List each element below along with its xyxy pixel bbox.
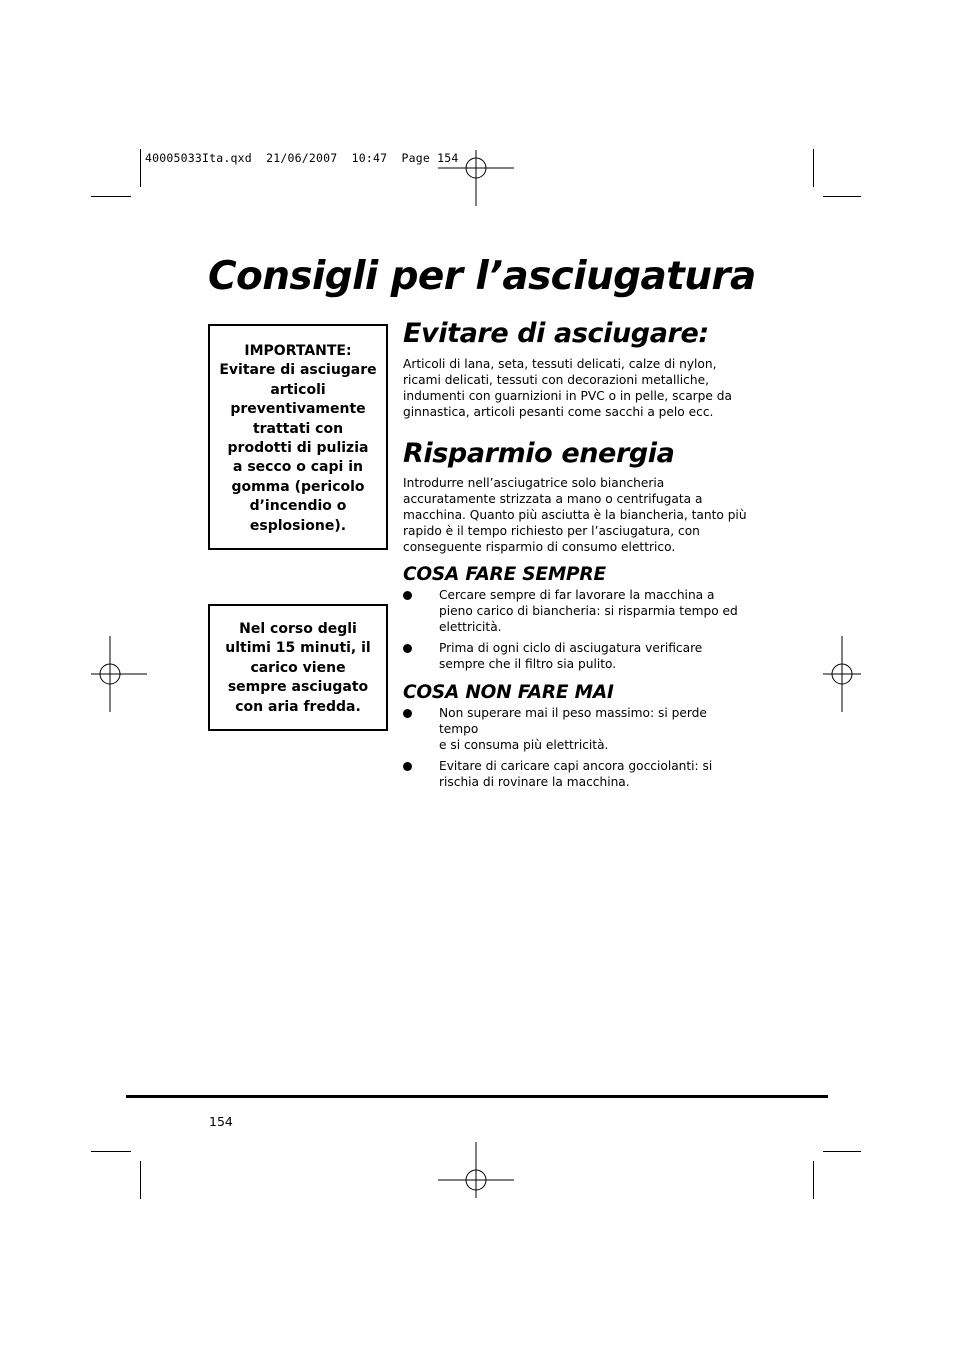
page-title: Consigli per l’asciugatura bbox=[208, 254, 756, 299]
bullet-icon bbox=[403, 762, 412, 771]
always-heading: COSA FARE SEMPRE bbox=[403, 564, 606, 585]
bullet-icon bbox=[403, 644, 412, 653]
energy-text-line: Introdurre nell’asciugatrice solo biancheria bbox=[403, 476, 665, 490]
list-item-line: rischia di rovinare la macchina. bbox=[439, 775, 630, 789]
avoid-text-line: Articoli di lana, seta, tessuti delicati, calze di nylon, bbox=[403, 357, 717, 371]
note-line: articoli bbox=[270, 381, 326, 398]
note-line: prodotti di pulizia bbox=[227, 440, 369, 457]
avoid-heading: Evitare di asciugare: bbox=[403, 318, 709, 349]
energy-section bbox=[403, 438, 748, 555]
avoid-text-line: ricami delicati, tessuti con decorazioni metalliche, bbox=[403, 373, 709, 387]
footer-rule bbox=[126, 1095, 828, 1098]
note-line: gomma (pericolo bbox=[231, 478, 365, 495]
note-line: d’incendio o bbox=[249, 498, 347, 515]
crop-mark bbox=[823, 1151, 861, 1152]
list-item bbox=[403, 758, 748, 790]
avoid-section bbox=[403, 318, 748, 420]
crop-mark bbox=[813, 1161, 814, 1199]
note-line: preventivamente bbox=[230, 401, 366, 418]
list-item-line: Prima di ogni ciclo di asciugatura verificare bbox=[439, 641, 703, 655]
important-note-box bbox=[208, 324, 388, 550]
crop-mark bbox=[140, 149, 141, 187]
registration-mark-icon bbox=[823, 636, 899, 712]
note-line: con aria fredda. bbox=[235, 698, 361, 715]
note-line: a secco o capi in bbox=[233, 459, 363, 476]
energy-text-line: conseguente risparmio di consumo elettrico. bbox=[403, 540, 676, 554]
registration-mark-icon bbox=[438, 1142, 514, 1218]
always-list bbox=[403, 587, 748, 672]
note-line: ultimi 15 minuti, il bbox=[225, 640, 371, 657]
list-item-line: pieno carico di biancheria: si risparmia tempo ed bbox=[439, 604, 738, 618]
bullet-icon bbox=[403, 709, 412, 718]
crop-mark bbox=[813, 149, 814, 187]
energy-text-line: accuratamente strizzata a mano o centrifugata a bbox=[403, 492, 703, 506]
cool-down-note-box bbox=[208, 604, 388, 731]
avoid-text-line: ginnastica, articoli pesanti come sacchi a pelo ecc. bbox=[403, 405, 714, 419]
crop-mark bbox=[823, 196, 861, 197]
crop-mark bbox=[91, 1151, 131, 1152]
avoid-text-line: indumenti con guarnizioni in PVC o in pelle, scarpe da bbox=[403, 389, 732, 403]
note-line: trattati con bbox=[252, 420, 344, 437]
energy-text-line: rapido è il tempo richiesto per l’asciugatura, con bbox=[403, 524, 700, 538]
file-slug: 40005033Ita.qxd 21/06/2007 10:47 Page 154 bbox=[145, 151, 459, 165]
list-item-line: Non superare mai il peso massimo: si perde tempo bbox=[439, 706, 707, 736]
note-line: esplosione). bbox=[249, 517, 347, 534]
crop-mark bbox=[91, 196, 131, 197]
list-item-line: elettricità. bbox=[439, 620, 502, 634]
note-line: sempre asciugato bbox=[227, 679, 369, 696]
list-item-line: e si consuma più elettricità. bbox=[439, 738, 609, 752]
list-item bbox=[403, 587, 748, 635]
registration-mark-icon bbox=[91, 636, 167, 712]
list-item bbox=[403, 705, 748, 753]
list-item-line: Cercare sempre di far lavorare la macchina a bbox=[439, 588, 715, 602]
note-line: Nel corso degli bbox=[239, 621, 357, 637]
list-item-line: sempre che il filtro sia pulito. bbox=[439, 657, 617, 671]
never-section bbox=[403, 682, 748, 795]
always-section bbox=[403, 564, 748, 677]
note-line: Evitare di asciugare bbox=[219, 362, 377, 379]
never-list bbox=[403, 705, 748, 790]
registration-mark-icon bbox=[438, 130, 514, 206]
bullet-icon bbox=[403, 591, 412, 600]
page-number: 154 bbox=[209, 1114, 233, 1129]
list-item-line: Evitare di caricare capi ancora gocciolanti: si bbox=[439, 759, 713, 773]
note-line: IMPORTANTE: bbox=[244, 343, 352, 359]
energy-text-line: macchina. Quanto più asciutta è la biancheria, tanto più bbox=[403, 508, 747, 522]
energy-heading: Risparmio energia bbox=[403, 438, 675, 469]
never-heading: COSA NON FARE MAI bbox=[403, 682, 614, 703]
note-line: carico viene bbox=[250, 659, 346, 676]
crop-mark bbox=[140, 1161, 141, 1199]
list-item bbox=[403, 640, 748, 672]
